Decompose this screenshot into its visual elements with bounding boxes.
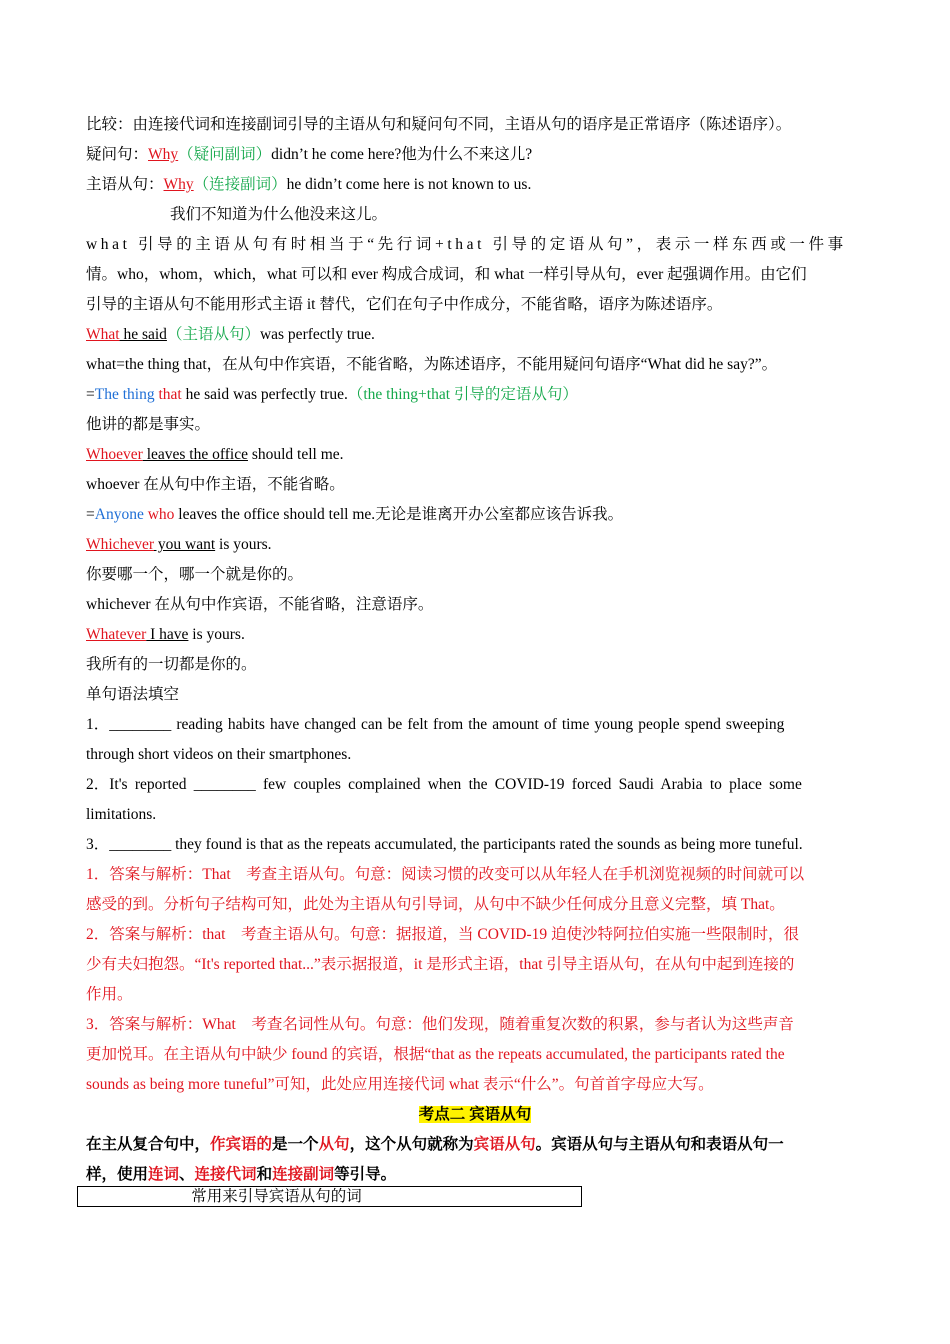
s2-text: 和 bbox=[256, 1166, 273, 1183]
whatever-translation: 我所有的一切都是你的。 bbox=[86, 656, 257, 673]
subject-clause-example bbox=[86, 170, 864, 200]
whichever-clause: you want bbox=[154, 536, 216, 553]
question-rest: didn’t he come here?他为什么不来这儿? bbox=[271, 146, 533, 163]
s2-text: 等引导。 bbox=[334, 1166, 397, 1183]
s2-text: ，这个从句就称为 bbox=[349, 1136, 474, 1153]
example-what-equivalent bbox=[86, 380, 864, 410]
section-2-heading: 考点二 宾语从句 bbox=[418, 1106, 532, 1123]
example-whatever bbox=[86, 620, 864, 650]
s2-text: 是一个 bbox=[272, 1136, 319, 1153]
relative-that: that bbox=[154, 386, 182, 403]
whoever-explanation: whoever 在从句中作主语，不能省略。 bbox=[86, 476, 345, 493]
question-label: 疑问句： bbox=[86, 146, 149, 163]
what-intro-line-2: 情。who，whom，which，what 可以和 ever 构成合成词，和 what 一样引导从句，ever 起强调作用。由它们 bbox=[86, 266, 807, 283]
example-whoever bbox=[86, 440, 864, 470]
subject-clause-note: （连接副词） bbox=[193, 176, 287, 193]
section-2-heading-row bbox=[86, 1100, 864, 1130]
anyone-word: Anyone bbox=[94, 506, 144, 523]
whichever-translation: 你要哪一个，哪一个就是你的。 bbox=[86, 566, 304, 583]
conjunction-table bbox=[77, 1186, 582, 1207]
answer-1-line-2: 感受的到。分析句子结构可知，此处为主语从句引导词，从句中不缺少任何成分且意义完整，填 That。 bbox=[86, 896, 785, 913]
s2-keyword: 作宾语的 bbox=[210, 1136, 273, 1153]
whichever-rest: is yours. bbox=[215, 536, 272, 553]
answer-2-line-3: 作用。 bbox=[86, 986, 133, 1003]
table-header: 常用来引导宾语从句的词 bbox=[191, 1188, 362, 1205]
section-2-paragraph-line-1 bbox=[86, 1130, 864, 1160]
what-intro-line-1: what 引导的主语从句有时相当于“先行词+that 引导的定语从句”，表示一样东西或一件事 bbox=[86, 236, 847, 253]
what-intro-line-3: 引导的主语从句不能用形式主语 it 替代，它们在句子中作成分，不能省略，语序为陈述语序。 bbox=[86, 296, 723, 313]
question-3: 3．________ they found is that as the repeats accumulated, the participants rated the sounds as being more tuneful. bbox=[86, 836, 803, 853]
example-what-clause: he said bbox=[119, 326, 167, 343]
document-body bbox=[86, 110, 864, 1190]
answer-2-line-1: 2．答案与解析：that 考查主语从句。句意：据报道，当 COVID-19 迫使沙特阿拉伯实施一些限制时，很 bbox=[86, 926, 799, 943]
s2-keyword: 从句 bbox=[318, 1136, 350, 1153]
s2-text: 、 bbox=[179, 1166, 195, 1183]
whichever-explanation: whichever 在从句中作宾语，不能省略，注意语序。 bbox=[86, 596, 434, 613]
relative-who: who bbox=[143, 506, 175, 523]
equivalent-rest: he said was perfectly true. bbox=[181, 386, 348, 403]
whatever-rest: is yours. bbox=[188, 626, 245, 643]
whoever-clause: leaves the office bbox=[142, 446, 248, 463]
subject-clause-rest: he didn’t come here is not known to us. bbox=[286, 176, 532, 193]
example-what-rest: was perfectly true. bbox=[259, 326, 375, 343]
answer-3-line-3: sounds as being more tuneful”可知，此处应用连接代词 what 表示“什么”。句首首字母应大写。 bbox=[86, 1076, 714, 1093]
whoever-equivalent-rest: leaves the office should tell me.无论是谁离开办公室都应该告诉我。 bbox=[174, 506, 624, 523]
subject-clause-translation: 我们不知道为什么他没来这儿。 bbox=[170, 206, 388, 223]
answer-1-line-1: 1．答案与解析：That 考查主语从句。句意：阅读习惯的改变可以从年轻人在手机浏览视频的时间就可以 bbox=[86, 866, 805, 883]
s2-text: 在主从复合句中， bbox=[86, 1136, 211, 1153]
question-example bbox=[86, 140, 864, 170]
answer-3-line-1: 3．答案与解析：What 考查名词性从句。句意：他们发现，随着重复次数的积累，参与者认为这些声音 bbox=[86, 1016, 794, 1033]
equivalent-note: （the thing+that 引导的定语从句） bbox=[347, 386, 578, 403]
the-thing: The thing bbox=[94, 386, 155, 403]
question-2-line-2: limitations. bbox=[86, 806, 157, 823]
subject-clause-why: Why bbox=[163, 176, 194, 193]
answer-2-line-2: 少有夫妇抱怨。“It's reported that...”表示据报道，it 是形式主语，that 引导主语从句，在从句中起到连接的 bbox=[86, 956, 795, 973]
subject-clause-label: 主语从句： bbox=[86, 176, 164, 193]
example-what-note: （主语从句） bbox=[166, 326, 260, 343]
whatever-word: Whatever bbox=[86, 626, 147, 643]
question-why: Why bbox=[148, 146, 179, 163]
example-what-word: What bbox=[86, 326, 120, 343]
s2-text: 样，使用 bbox=[86, 1166, 149, 1183]
example-what-explanation: what=the thing that，在从句中作宾语，不能省略，为陈述语序，不能用疑问句语序“What did he say?”。 bbox=[86, 356, 778, 373]
whoever-word: Whoever bbox=[86, 446, 143, 463]
s2-keyword: 宾语从句 bbox=[473, 1136, 536, 1153]
whichever-word: Whichever bbox=[86, 536, 154, 553]
equals-sign: = bbox=[86, 386, 95, 403]
exercise-title: 单句语法填空 bbox=[86, 686, 180, 703]
example-what-translation: 他讲的都是事实。 bbox=[86, 416, 211, 433]
compare-paragraph: 比较：由连接代词和连接副词引导的主语从句和疑问句不同，主语从句的语序是正常语序（陈述语序）。 bbox=[86, 116, 792, 133]
question-2-line-1: 2．It's reported ________ few couples complained when the COVID-19 forced Saudi Arabia to place some bbox=[86, 776, 802, 793]
question-1-line-1: 1．________ reading habits have changed can be felt from the amount of time young people spend sweeping bbox=[86, 716, 785, 733]
question-note: （疑问副词） bbox=[178, 146, 272, 163]
whatever-clause: I have bbox=[146, 626, 189, 643]
equals-sign: = bbox=[86, 506, 95, 523]
s2-text: 。宾语从句与主语从句和表语从句一 bbox=[535, 1136, 784, 1153]
answer-3-line-2: 更加悦耳。在主语从句中缺少 found 的宾语，根据“that as the repeats accumulated, the participants rated the bbox=[86, 1046, 785, 1063]
example-whichever bbox=[86, 530, 864, 560]
s2-keyword: 连接代词 bbox=[194, 1166, 257, 1183]
whoever-rest: should tell me. bbox=[247, 446, 344, 463]
s2-keyword: 连接副词 bbox=[272, 1166, 335, 1183]
example-what bbox=[86, 320, 864, 350]
s2-keyword: 连词 bbox=[148, 1166, 180, 1183]
whoever-equivalent bbox=[86, 500, 864, 530]
question-1-line-2: through short videos on their smartphones. bbox=[86, 746, 352, 763]
